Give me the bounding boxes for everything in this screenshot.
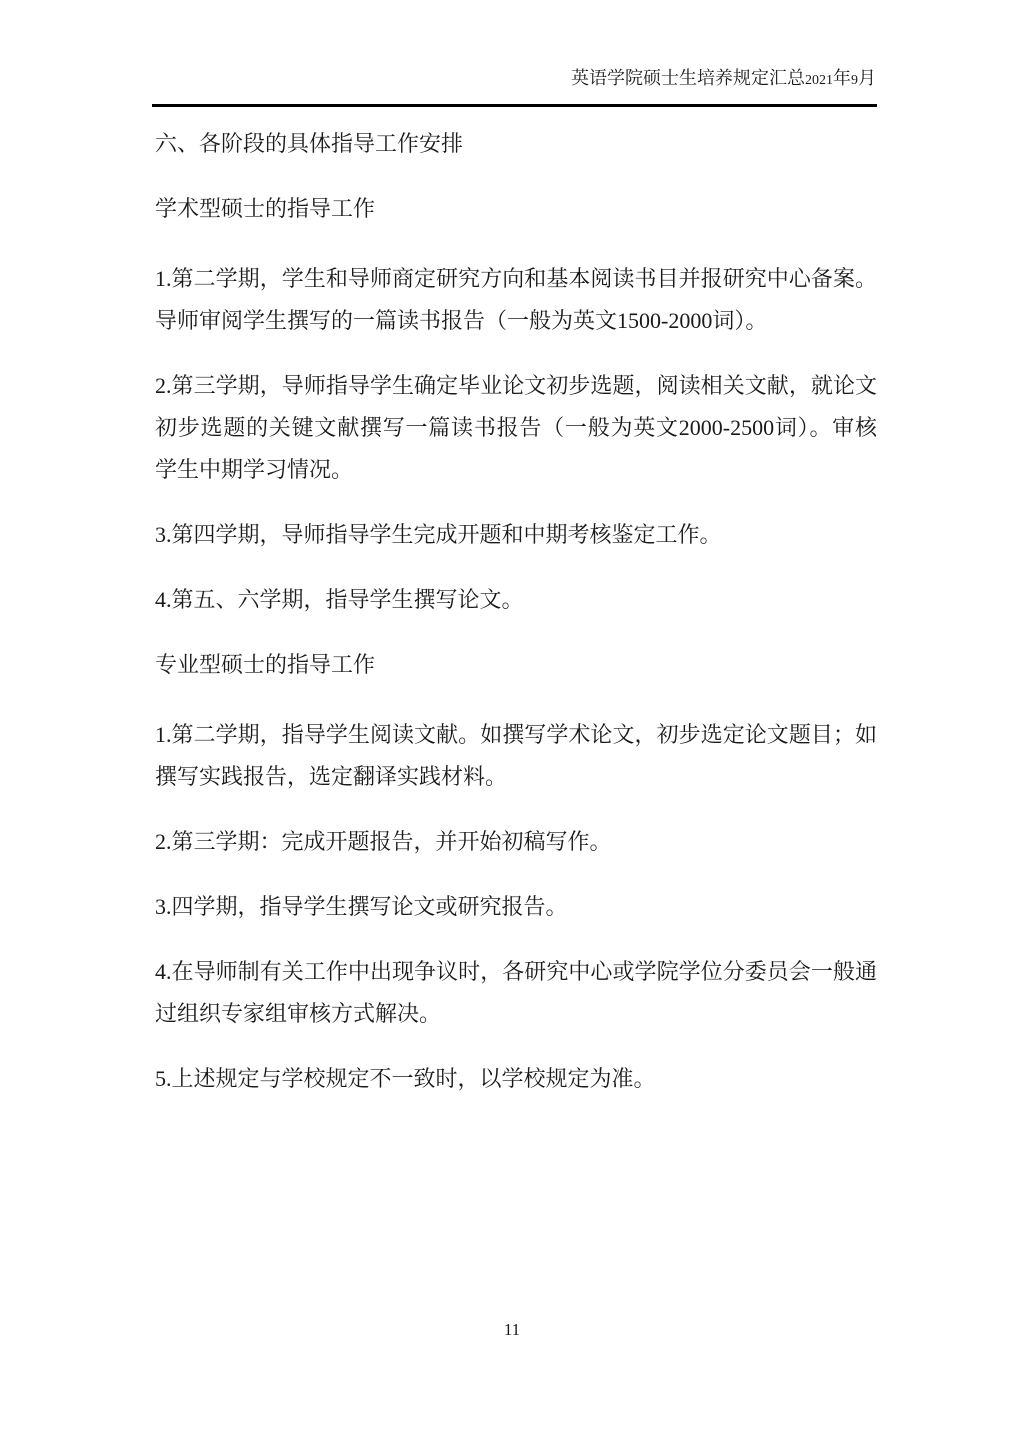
page-footer bbox=[0, 1320, 1024, 1340]
paragraph-professional-3: 3.四学期，指导学生撰写论文或研究报告。 bbox=[155, 894, 568, 919]
paragraph-professional-2: 2.第三学期：完成开题报告，并开始初稿写作。 bbox=[155, 829, 612, 854]
page-number: 11 bbox=[503, 1320, 521, 1339]
header-month-unit: 月 bbox=[858, 68, 876, 88]
paragraph-academic-1: 1.第二学期，学生和导师商定研究方向和基本阅读书目并报研究中心备案。导师审阅学生撰写的一篇读书报告（一般为英文1500-2000词）。 bbox=[155, 266, 877, 333]
paragraph-academic-4: 4.第五、六学期，指导学生撰写论文。 bbox=[155, 587, 524, 612]
header-title-text: 英语学院硕士生培养规定汇总 bbox=[571, 68, 805, 88]
header-year: 2021 bbox=[805, 73, 833, 88]
paragraph-professional-5: 5.上述规定与学校规定不一致时，以学校规定为准。 bbox=[155, 1066, 656, 1091]
section-title: 六、各阶段的具体指导工作安排 bbox=[155, 131, 464, 156]
paragraph-professional-1: 1.第二学期，指导学生阅读文献。如撰写学术论文，初步选定论文题目；如撰写实践报告，选定翻译实践材料。 bbox=[155, 722, 877, 789]
subsection-heading-professional: 专业型硕士的指导工作 bbox=[155, 652, 376, 677]
paragraph-academic-2: 2.第三学期，导师指导学生确定毕业论文初步选题，阅读相关文献，就论文初步选题的关键文献撰写一篇读书报告（一般为英文2000-2500词）。审核学生中期学习情况。 bbox=[155, 373, 877, 482]
header-month: 9 bbox=[851, 73, 858, 88]
subsection-heading-academic: 学术型硕士的指导工作 bbox=[155, 196, 376, 221]
paragraph-academic-3: 3.第四学期，导师指导学生完成开题和中期考核鉴定工作。 bbox=[155, 522, 722, 547]
paragraph-professional-4: 4.在导师制有关工作中出现争议时，各研究中心或学院学位分委员会一般通过组织专家组审核方式解决。 bbox=[155, 959, 877, 1026]
header-year-unit: 年 bbox=[833, 68, 851, 88]
document-body bbox=[155, 0, 877, 1100]
